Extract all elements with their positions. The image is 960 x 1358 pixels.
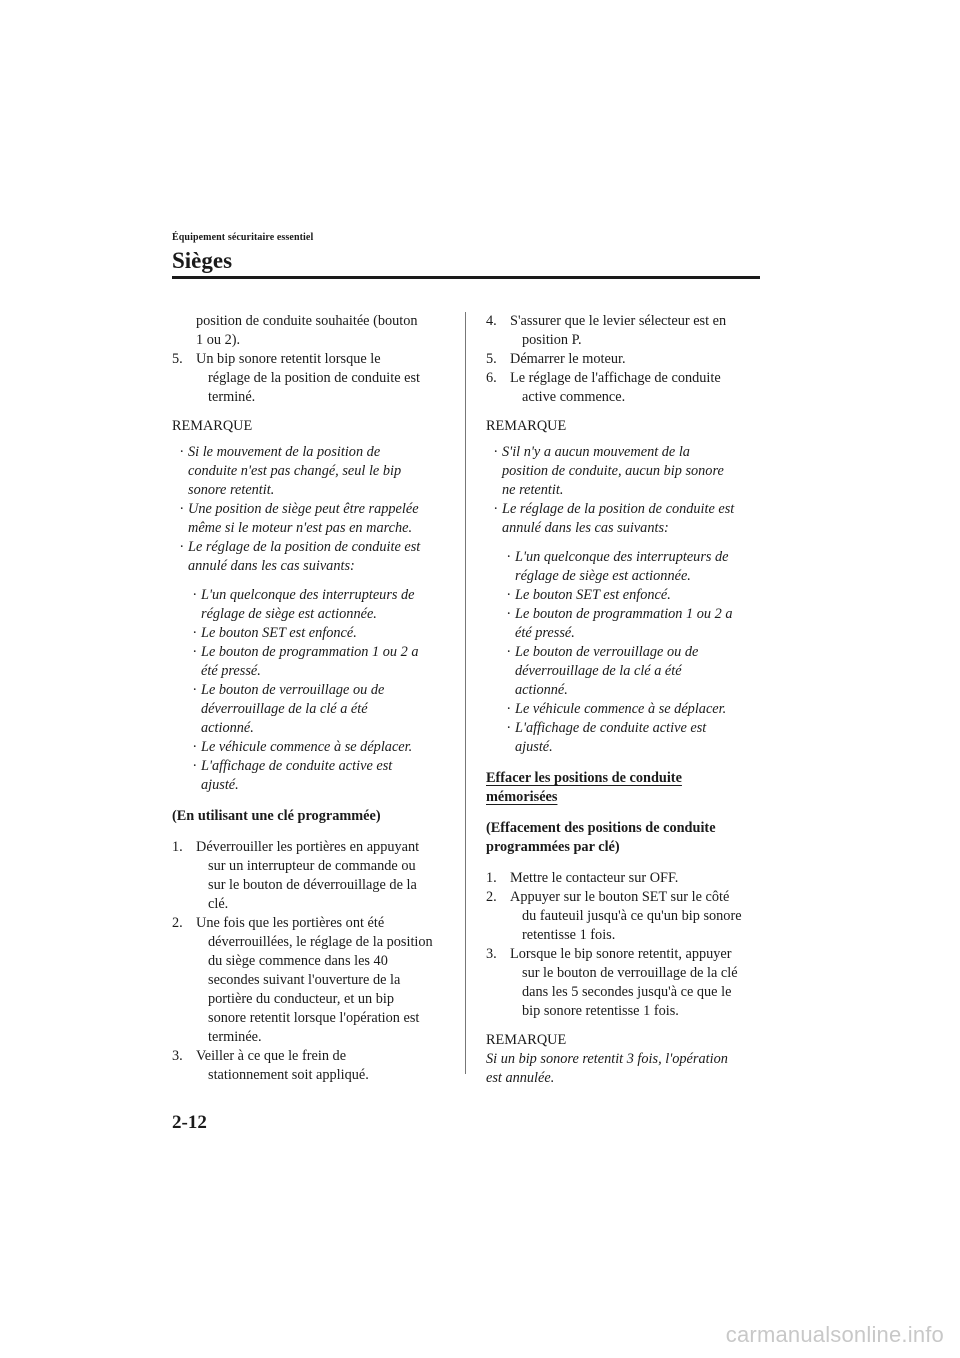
note-title: REMARQUE [486,1032,567,1048]
step-number: 3. [172,1048,183,1064]
header-rule [172,276,760,279]
step-continuation: position de conduite souhaitée (bouton 1 ou 2). [196,313,418,348]
step-number: 5. [486,351,497,367]
step-text: Appuyer sur le bouton SET sur le côté du fauteuil jusqu'à ce qu'un bip sonore retentisse 1 fois. [510,889,742,943]
bullet-icon: · [493,444,498,460]
left-column [172,312,444,1085]
sub-note-item: · Le bouton SET est enfoncé. [486,586,762,605]
bullet-icon: · [179,539,184,555]
watermark: carmanualsonline.info [725,1322,944,1347]
step-text: Lorsque le bip sonore retentit, appuyer sur le bouton de verrouillage de la clé dans les 5 secondes jusqu'à ce que le bip sonore retentisse 1 fois. [510,946,738,1019]
step-text: Un bip sonore retentit lorsque le réglage de la position de conduite est terminé. [196,351,421,405]
step-number: 5. [172,351,183,367]
note-list [172,443,444,795]
bullet-icon: · [192,758,197,774]
sub-note-item: · L'affichage de conduite active est ajusté. [172,757,444,795]
right-column [486,312,762,1088]
step-1 [172,838,444,914]
bullet-icon: · [192,625,197,641]
step-3 [172,1047,444,1085]
step-number: 2. [172,915,183,931]
sub-note-item: · Le bouton de programmation 1 ou 2 a été pressé. [172,643,444,681]
sub-note-item: · L'un quelconque des interrupteurs de réglage de siège est actionnée. [486,548,762,586]
note-item: · Le réglage de la position de conduite est annulé dans les cas suivants: [172,538,444,576]
step-3 [486,945,762,1021]
step-2 [172,914,444,1047]
bullet-icon: · [179,444,184,460]
step-text: Le réglage de l'affichage de conduite active commence. [510,370,721,405]
step-2 [486,888,762,945]
note-title: REMARQUE [486,418,567,434]
column-divider [465,312,466,1074]
step-text: Déverrouiller les portières en appuyant sur un interrupteur de commande ou sur le bouton de déverrouillage de la clé. [196,839,420,912]
sub-note-item: · L'affichage de conduite active est ajusté. [486,719,762,757]
page-number: 2-12 [172,1112,207,1133]
sub-heading: (En utilisant une clé programmée) [172,808,381,824]
step-number: 1. [172,839,183,855]
page-header [172,232,760,274]
step-text: Une fois que les portières ont été déverrouillées, le réglage de la position du siège commence dans les 40 secondes suivant l'ouverture de la portière du conducteur, et un bip sonore retentit lorsque l'opération est terminée. [196,915,433,1045]
sub-note-item: · Le bouton de verrouillage ou de déverrouillage de la clé a été actionné. [486,643,762,700]
step-text: Mettre le contacteur sur OFF. [510,870,679,886]
step-text: S'assurer que le levier sélecteur est en position P. [510,313,727,348]
sub-note-item: · L'un quelconque des interrupteurs de réglage de siège est actionnée. [172,586,444,624]
step-number: 1. [486,870,497,886]
note-list [486,443,762,757]
bullet-icon: · [506,606,511,622]
bullet-icon: · [192,587,197,603]
sub-heading: (Effacement des positions de conduite programmées par clé) [486,820,716,855]
note-item: · S'il n'y a aucun mouvement de la position de conduite, aucun bip sonore ne retentit. [486,443,762,500]
step-number: 6. [486,370,497,386]
bullet-icon: · [506,720,511,736]
step-text: Veiller à ce que le frein de stationnement soit appliqué. [196,1048,369,1083]
step-4 [486,312,762,350]
sub-note-item: · Le bouton de programmation 1 ou 2 a été pressé. [486,605,762,643]
bullet-icon: · [506,587,511,603]
step-number: 2. [486,889,497,905]
sub-note-item: · Le bouton de verrouillage ou de déverrouillage de la clé a été actionné. [172,681,444,738]
sub-note-item: · Le véhicule commence à se déplacer. [486,700,762,719]
note-text: Si un bip sonore retentit 3 fois, l'opération est annulée. [486,1051,728,1086]
step-5 [172,350,444,407]
bullet-icon: · [506,644,511,660]
bullet-icon: · [179,501,184,517]
bullet-icon: · [506,549,511,565]
section-label: Équipement sécuritaire essentiel [172,232,314,243]
bullet-icon: · [192,682,197,698]
note-item: · Une position de siège peut être rappelée même si le moteur n'est pas en marche. [172,500,444,538]
sub-note-item: · Le bouton SET est enfoncé. [172,624,444,643]
bullet-icon: · [192,644,197,660]
step-5 [486,350,762,369]
sub-note-item: · Le véhicule commence à se déplacer. [172,738,444,757]
bullet-icon: · [192,739,197,755]
step-number: 4. [486,313,497,329]
step-6 [486,369,762,407]
bullet-icon: · [493,501,498,517]
step-number: 3. [486,946,497,962]
note-item: · Le réglage de la position de conduite est annulé dans les cas suivants: [486,500,762,538]
chapter-title: Sièges [172,248,233,273]
step-text: Démarrer le moteur. [510,351,626,367]
note-title: REMARQUE [172,418,253,434]
bullet-icon: · [506,701,511,717]
step-1 [486,869,762,888]
note-item: · Si le mouvement de la position de conduite n'est pas changé, seul le bip sonore retentit. [172,443,444,500]
section-heading-link[interactable]: Effacer les positions de conduite mémorisées [486,770,682,805]
